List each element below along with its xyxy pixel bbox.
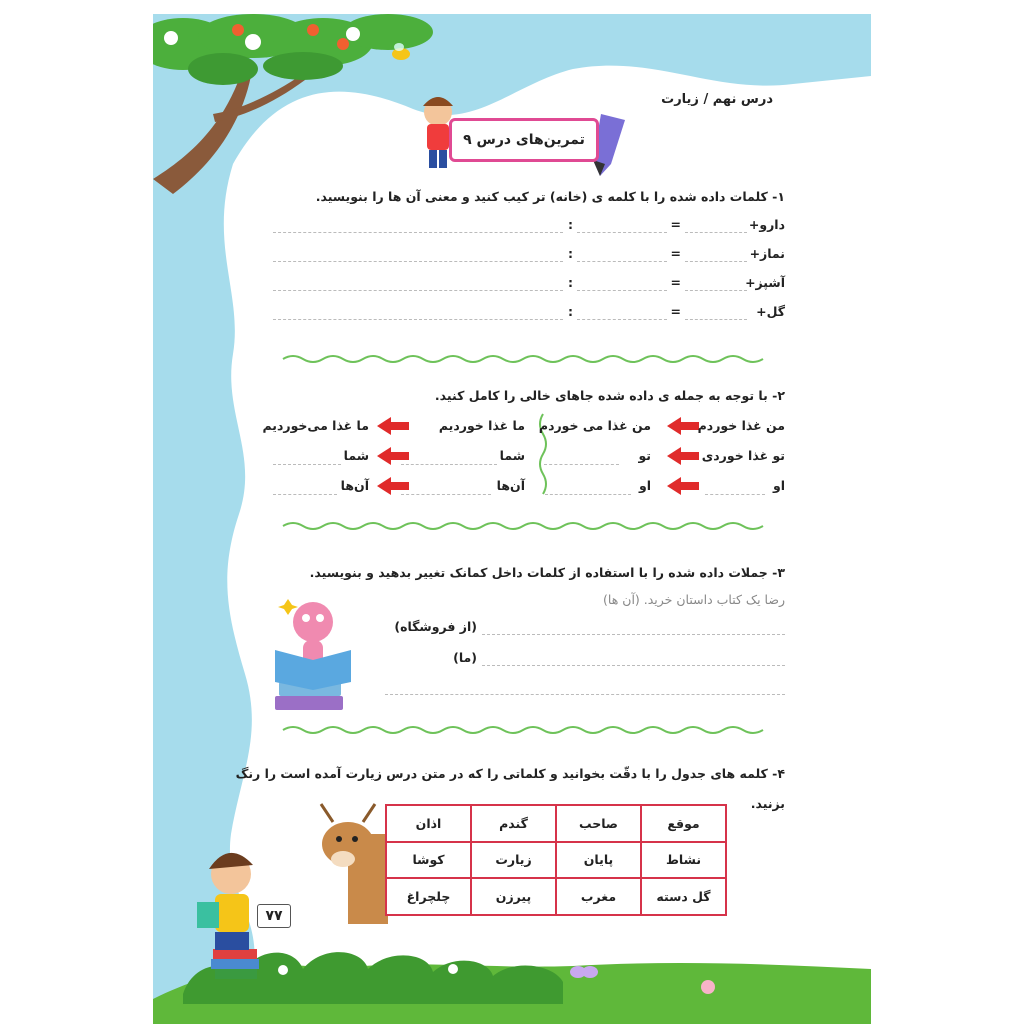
- blank-field[interactable]: [273, 290, 563, 291]
- q2-pronoun: او: [638, 478, 651, 493]
- question-1-title: ۱- کلمات داده شده را با کلمه ی (خانه) تر کیب کنید و معنی آن ها را بنویسید.: [315, 189, 785, 204]
- table-row: [386, 842, 726, 879]
- table-cell[interactable]: مغرب: [556, 878, 641, 915]
- q2-pronoun: شما: [343, 448, 369, 463]
- blank-field[interactable]: [482, 665, 785, 666]
- page-number: ۷۷: [257, 904, 291, 928]
- equals-sign: =: [670, 217, 681, 232]
- q2-pronoun: آن‌ها: [340, 478, 369, 493]
- blank-field[interactable]: [482, 634, 785, 635]
- colon-sign: :: [568, 217, 573, 232]
- blank-field[interactable]: [577, 232, 667, 233]
- blank-field[interactable]: [273, 494, 337, 495]
- red-arrow-icon: [667, 417, 699, 435]
- q1-word: دارو+: [748, 217, 785, 232]
- q1-word: آشپز+: [745, 275, 785, 290]
- q2-given-sentence: من غذا خوردم: [697, 418, 785, 433]
- red-arrow-icon: [667, 477, 699, 495]
- red-arrow-icon: [377, 477, 409, 495]
- colon-sign: :: [568, 246, 573, 261]
- blank-field[interactable]: [577, 319, 667, 320]
- word-table: [385, 804, 727, 916]
- blank-field[interactable]: [385, 694, 785, 695]
- q3-example-sentence: رضا یک کتاب داستان خرید. (آن ها): [603, 592, 785, 607]
- table-cell[interactable]: پیرزن: [471, 878, 556, 915]
- blank-field[interactable]: [273, 261, 563, 262]
- blank-field[interactable]: [273, 464, 341, 465]
- blank-field[interactable]: [577, 261, 667, 262]
- table-cell[interactable]: پایان: [556, 842, 641, 879]
- q1-row: [275, 246, 785, 266]
- table-cell[interactable]: صاحب: [556, 805, 641, 842]
- question-3-title: ۳- جملات داده شده را با استفاده از کلمات داخل کمانک تغییر بدهید و بنویسید.: [309, 565, 785, 580]
- q2-given-sentence: ما غذا خوردیم: [438, 418, 525, 433]
- red-arrow-icon: [377, 417, 409, 435]
- equals-sign: =: [670, 246, 681, 261]
- q1-row: [275, 304, 785, 324]
- colon-sign: :: [568, 275, 573, 290]
- blank-field[interactable]: [705, 494, 765, 495]
- table-cell[interactable]: نشاط: [641, 842, 726, 879]
- q3-hint: (از فروشگاه): [394, 619, 477, 634]
- q2-given-sentence: من غذا می خوردم: [538, 418, 651, 433]
- red-arrow-icon: [377, 447, 409, 465]
- q1-word: گل+: [756, 304, 785, 319]
- q1-row: [275, 275, 785, 295]
- blank-field[interactable]: [577, 290, 667, 291]
- table-row: [386, 805, 726, 842]
- q2-pronoun: تو: [638, 448, 651, 463]
- blank-field[interactable]: [685, 261, 747, 262]
- table-row: [386, 878, 726, 915]
- blank-field[interactable]: [544, 464, 619, 465]
- blank-field[interactable]: [685, 290, 747, 291]
- worksheet-page: [153, 14, 871, 1024]
- question-2-title: ۲- با توجه به جمله ی داده شده جاهای خالی را کامل کنید.: [434, 388, 785, 403]
- q1-row: [275, 217, 785, 237]
- table-cell[interactable]: گل دسته: [641, 878, 726, 915]
- q2-given-sentence: ما غذا می‌خوردیم: [262, 418, 369, 433]
- colon-sign: :: [568, 304, 573, 319]
- red-arrow-icon: [667, 447, 699, 465]
- blank-field[interactable]: [545, 494, 631, 495]
- blank-field[interactable]: [273, 232, 563, 233]
- lesson-title: درس نهم / زیارت: [661, 92, 773, 107]
- table-cell[interactable]: گندم: [471, 805, 556, 842]
- blank-field[interactable]: [685, 319, 747, 320]
- q2-pronoun: او: [772, 478, 785, 493]
- question-4-title-continued: بزنید.: [750, 796, 785, 811]
- blank-field[interactable]: [401, 464, 497, 465]
- q2-given-sentence: تو غذا خوردی: [701, 448, 785, 463]
- q3-hint: (ما): [453, 650, 477, 665]
- table-cell[interactable]: چلچراغ: [386, 878, 471, 915]
- blank-field[interactable]: [401, 494, 491, 495]
- table-cell[interactable]: اذان: [386, 805, 471, 842]
- blank-field[interactable]: [273, 319, 563, 320]
- exercise-banner: تمرین‌های درس ۹: [449, 118, 599, 162]
- equals-sign: =: [670, 304, 681, 319]
- equals-sign: =: [670, 275, 681, 290]
- q2-pronoun: شما: [499, 448, 525, 463]
- blank-field[interactable]: [685, 232, 747, 233]
- q1-word: نماز+: [749, 246, 785, 261]
- table-cell[interactable]: موقع: [641, 805, 726, 842]
- q2-pronoun: آن‌ها: [496, 478, 525, 493]
- question-4-title: ۴- کلمه های جدول را با دقّت بخوانید و کلماتی را که در متن درس زیارت آمده است را رنگ: [235, 766, 785, 781]
- table-cell[interactable]: کوشا: [386, 842, 471, 879]
- table-cell[interactable]: زیارت: [471, 842, 556, 879]
